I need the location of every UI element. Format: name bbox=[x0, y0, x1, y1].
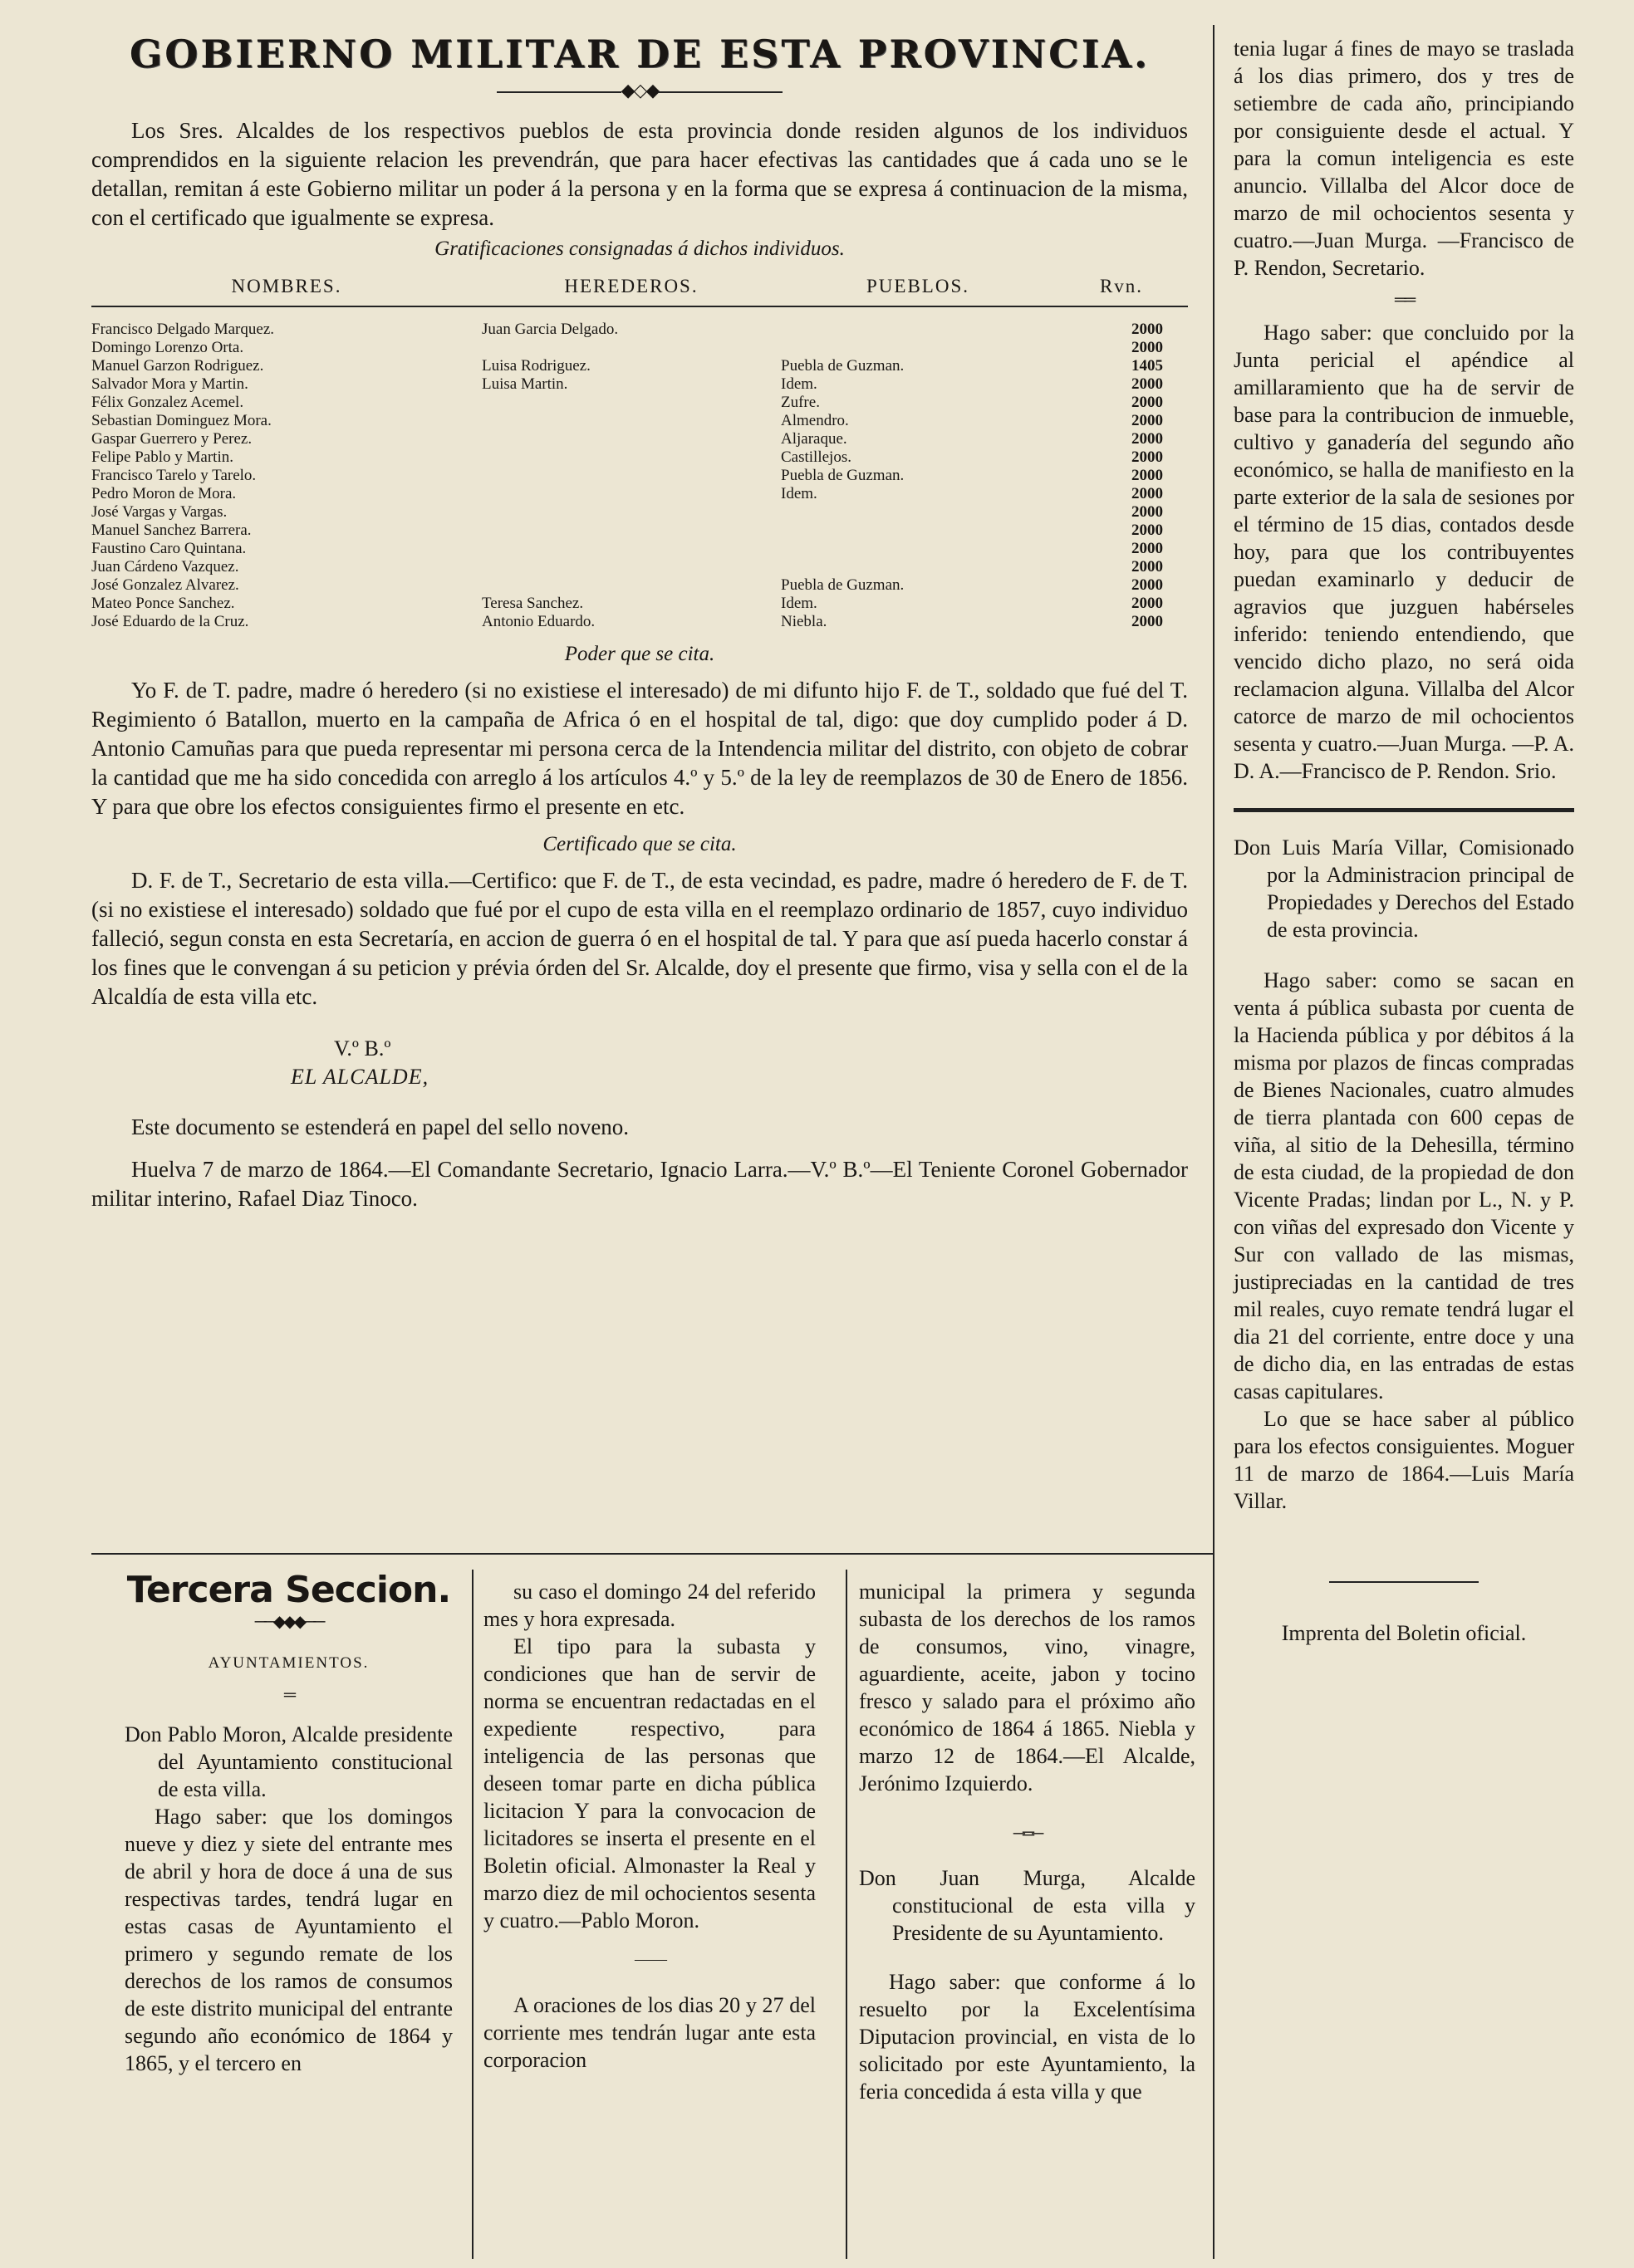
column-rule-right-lower bbox=[1213, 1553, 1214, 2259]
cell-pueblo bbox=[781, 503, 1055, 522]
cell-heredero bbox=[482, 522, 781, 540]
apendice-paragraph: Hago saber: que concluido por la Junta pericial el apéndice al amillaramiento que ha de servir de base para la contribucion de inmueble, cultivo y ganadería del segundo año económico, se halla de manifiesto en la parte exterior de la sala de sesiones por el término de 15 dias, contados desde hoy, para que los contribuyentes puedan examinarlo y deducir de agravios que juzguen habérseles inferido: teniendo entendiendo, que vencido dicho plazo, no será oida reclamacion alguna. Villalba del Alcor catorce de marzo de mil ochocientos sesenta y cuatro.—Juan Murga. —P. A. D. A.—Francisco de P. Rendon. Srio. bbox=[1234, 321, 1574, 783]
cell-heredero bbox=[482, 430, 781, 448]
cell-rvn: 2000 bbox=[1131, 375, 1163, 393]
cell-rvn: 2000 bbox=[1131, 503, 1163, 521]
table-row bbox=[91, 613, 1188, 631]
cell-pueblo: Castillejos. bbox=[781, 448, 851, 466]
certificado-paragraph: D. F. de T., Secretario de esta villa.—Certifico: que F. de T., de esta vecindad, es padre, madre ó heredero de F. de T. (si no existiese el interesado) soldado que fué por el cupo de esta villa en el reemplazo ordinario de 1857, cuyo individuo falleció, segun consta en esta Secretaría, en accion de guerra ó en el hospital de tal. Y para que así pueda hacerlo constar á los fines que le convengan á su peticion y prévia órden del Sr. Alcalde, doy el presente que firmo, visa y sella con el de la Alcaldía de esta villa etc. bbox=[91, 868, 1188, 1009]
cell-pueblo: Idem. bbox=[781, 595, 817, 612]
cell-pueblo: Puebla de Guzman. bbox=[781, 576, 905, 594]
section-title: GOBIERNO MILITAR DE ESTA PROVINCIA. bbox=[130, 32, 1150, 76]
cell-pueblo: Almendro. bbox=[781, 412, 849, 429]
table-row bbox=[91, 522, 1188, 540]
table-row bbox=[91, 558, 1188, 576]
cell-nombre: Juan Cárdeno Vazquez. bbox=[91, 558, 239, 576]
tercera-title: Tercera Seccion. bbox=[126, 1569, 451, 1611]
table-row bbox=[91, 467, 1188, 485]
table-row bbox=[91, 448, 1188, 467]
cell-nombre: Salvador Mora y Martin. bbox=[91, 375, 248, 393]
gratificaciones-table bbox=[91, 266, 1188, 631]
cell-pueblo: Idem. bbox=[781, 485, 817, 502]
el-alcalde: EL ALCALDE, bbox=[291, 1065, 429, 1089]
cell-heredero: Teresa Sanchez. bbox=[482, 595, 584, 612]
cell-nombre: Felipe Pablo y Martin. bbox=[91, 448, 233, 466]
cell-pueblo bbox=[781, 558, 1055, 576]
table-row bbox=[91, 394, 1188, 412]
col3-para-c: Hago saber: que conforme á lo resuelto por la Excelentísima Diputacion provincial, en vista de lo solicitado por este Ayuntamiento, la feria concedida á esta villa y que bbox=[859, 1970, 1195, 2104]
cell-pueblo: Puebla de Guzman. bbox=[781, 357, 905, 375]
visto-bueno-block bbox=[291, 1035, 1188, 1091]
cell-heredero bbox=[482, 540, 781, 558]
cell-heredero bbox=[482, 503, 781, 522]
table-row bbox=[91, 412, 1188, 430]
papel-note: Este documento se estenderá en papel del sello noveno. bbox=[131, 1114, 630, 1139]
cell-heredero: Juan Garcia Delgado. bbox=[482, 321, 619, 338]
ornament: ──◆◆◆── bbox=[254, 1613, 323, 1631]
col3-para-a: municipal la primera y segunda subasta de los derechos de los ramos de consumos, vino, vinagre, aguardiente, aceite, jabon y tocino fresco y salado para el próximo año económico de 1864 á 1865. Niebla y marzo 12 de 1864.—El Alcalde, Jerónimo Izquierdo. bbox=[859, 1580, 1195, 1795]
cell-nombre: Domingo Lorenzo Orta. bbox=[91, 339, 244, 356]
cell-heredero bbox=[482, 558, 781, 576]
cell-rvn: 2000 bbox=[1131, 540, 1163, 557]
cell-nombre: Mateo Ponce Sanchez. bbox=[91, 595, 235, 612]
cell-rvn: 2000 bbox=[1131, 595, 1163, 612]
gobierno-militar-section bbox=[91, 32, 1188, 1213]
hago-saber-1: Hago saber: que los domingos nueve y diez y siete del entrante mes de abril y hora de doce á una de sus respectivas tardes, tendrá lugar en estas casas de Ayuntamiento el primero y segundo remate de los derechos de los ramos de consumos de este distrito municipal del entrante segundo año económico de 1864 y 1865, y el tercero en bbox=[125, 1805, 453, 2075]
subasta-paragraph: Hago saber: como se sacan en venta á pública subasta por cuenta de la Hacienda pública y por débitos á la misma por plazos de fincas compradas de Bienes Nacionales, cuatro almudes de tierra plantada con 600 cepas de viña, al sitio de la Dehesilla, término de esta ciudad, de la propiedad de don Vicente Pradas; lindan por L., N. y P. con viñas del expresado don Vicente y Sur con vallado de las mismas, justipreciadas en la cantidad de tres mil reales, cuyo remate tendrá lugar el dia 21 del corriente, entre doce y una de dicho dia, en las entradas de estas casas capitulares. bbox=[1234, 968, 1574, 1403]
cell-rvn: 2000 bbox=[1131, 576, 1163, 594]
ayuntamientos-heading: AYUNTAMIENTOS. bbox=[208, 1654, 370, 1672]
column-rule-1 bbox=[472, 1570, 474, 2259]
cell-nombre: Francisco Tarelo y Tarelo. bbox=[91, 467, 257, 484]
cell-pueblo bbox=[781, 522, 1055, 540]
cell-nombre: Sebastian Dominguez Mora. bbox=[91, 412, 272, 429]
feria-continuation: tenia lugar á fines de mayo se traslada á los dias primero, dos y tres de setiembre de cada año, principiando por consiguiente desde el actual. Y para la comun inteligencia es este anuncio. Villalba del Alcor doce de marzo de mil ochocientos sesenta y cuatro.—Juan Murga. —Francisco de P. Rendon, Secretario. bbox=[1234, 37, 1574, 280]
don-pablo-heading: Don Pablo Moron, Alcalde presidente del Ayuntamiento constitucional de esta villa. bbox=[125, 1722, 453, 1801]
don-juan-heading: Don Juan Murga, Alcalde constitucional de esta villa y Presidente de su Ayuntamiento. bbox=[859, 1866, 1195, 1945]
moguer-paragraph: Lo que se hace saber al público para los efectos consiguientes. Moguer 11 de marzo de 1864.—Luis María Villar. bbox=[1234, 1407, 1574, 1513]
header-nombres: NOMBRES. bbox=[91, 266, 482, 306]
divider: ═ bbox=[283, 1686, 294, 1704]
cell-heredero bbox=[482, 576, 781, 595]
right-column bbox=[1234, 35, 1574, 1647]
cell-nombre: Gaspar Guerrero y Perez. bbox=[91, 430, 253, 448]
cell-rvn: 2000 bbox=[1131, 339, 1163, 356]
thick-rule bbox=[1234, 808, 1574, 812]
cell-nombre: Manuel Sanchez Barrera. bbox=[91, 522, 252, 539]
header-pueblos: PUEBLOS. bbox=[781, 266, 1055, 306]
cell-rvn: 2000 bbox=[1131, 448, 1163, 466]
cell-pueblo: Idem. bbox=[781, 375, 817, 393]
tercera-col-2 bbox=[483, 1578, 816, 2074]
table-row bbox=[91, 339, 1188, 357]
tercera-col-1 bbox=[125, 1569, 453, 2077]
intro-paragraph: Los Sres. Alcaldes de los respectivos pueblos de esta provincia donde residen algunos de los individuos comprendidos en la siguiente relacion les prevendrán, que para hacer efectivas las cantidades que á cada uno se le detallan, remitan á este Gobierno militar un poder á la persona y en la forma que se expresa á continuacion de la misma, con el certificado que igualmente se expresa. bbox=[91, 118, 1188, 230]
cell-rvn: 2000 bbox=[1131, 613, 1163, 630]
cell-heredero bbox=[482, 467, 781, 485]
section-separator bbox=[91, 1553, 1213, 1555]
cell-rvn: 2000 bbox=[1131, 485, 1163, 502]
table-body bbox=[91, 306, 1188, 631]
cell-pueblo: Zufre. bbox=[781, 394, 820, 411]
divider: ─═─ bbox=[1013, 1825, 1042, 1843]
cell-heredero bbox=[482, 339, 781, 357]
cell-nombre: José Eduardo de la Cruz. bbox=[91, 613, 249, 630]
table-row bbox=[91, 485, 1188, 503]
tercera-col-3 bbox=[859, 1578, 1195, 2105]
col2-para-a: su caso el domingo 24 del referido mes y hora expresada. bbox=[483, 1580, 816, 1631]
cell-rvn: 1405 bbox=[1131, 357, 1163, 375]
table-row bbox=[91, 430, 1188, 448]
table-row bbox=[91, 576, 1188, 595]
divider: ══ bbox=[1394, 291, 1414, 309]
cell-heredero bbox=[482, 412, 781, 430]
cell-nombre: Félix Gonzalez Acemel. bbox=[91, 394, 244, 411]
short-rule bbox=[1329, 1581, 1479, 1583]
column-rule-right bbox=[1213, 25, 1214, 1553]
cell-pueblo: Aljaraque. bbox=[781, 430, 847, 448]
col2-para-c: A oraciones de los dias 20 y 27 del corriente mes tendrán lugar ante esta corporacion bbox=[483, 1993, 816, 2072]
visto-bueno: V.º B.º bbox=[334, 1036, 391, 1061]
col2-para-b: El tipo para la subasta y condiciones que han de servir de norma se encuentran redactadas en el expediente respectivo, para inteligencia de las personas que deseen tomar parte en dicha pública licitacion Y para la convocacion de licitadores se inserta el presente en el Boletin oficial. Almonaster la Real y marzo diez de mil ochocientos sesenta y cuatro.—Pablo Moron. bbox=[483, 1634, 816, 1932]
imprenta-credit: Imprenta del Boletin oficial. bbox=[1281, 1621, 1527, 1645]
cell-heredero: Luisa Martin. bbox=[482, 375, 568, 393]
cell-heredero: Antonio Eduardo. bbox=[482, 613, 596, 630]
cell-nombre: Manuel Garzon Rodriguez. bbox=[91, 357, 264, 375]
cell-heredero bbox=[482, 394, 781, 412]
cell-pueblo bbox=[781, 540, 1055, 558]
cell-rvn: 2000 bbox=[1131, 558, 1163, 576]
table-row bbox=[91, 357, 1188, 375]
table-row bbox=[91, 321, 1188, 339]
certificado-title: Certificado que se cita. bbox=[542, 833, 737, 855]
cell-rvn: 2000 bbox=[1131, 321, 1163, 338]
cell-nombre: Francisco Delgado Marquez. bbox=[91, 321, 275, 338]
cell-pueblo bbox=[781, 339, 1055, 357]
header-herederos: HEREDEROS. bbox=[482, 266, 781, 306]
cell-rvn: 2000 bbox=[1131, 467, 1163, 484]
table-title: Gratificaciones consignadas á dichos individuos. bbox=[434, 238, 845, 260]
header-rvn: Rvn. bbox=[1055, 266, 1188, 306]
cell-nombre: José Gonzalez Alvarez. bbox=[91, 576, 239, 594]
table-row bbox=[91, 540, 1188, 558]
ornament-divider: ◆◇◆ bbox=[91, 80, 1188, 101]
cell-pueblo: Puebla de Guzman. bbox=[781, 467, 905, 484]
cell-rvn: 2000 bbox=[1131, 412, 1163, 429]
cell-pueblo: Niebla. bbox=[781, 613, 827, 630]
column-rule-2 bbox=[846, 1570, 847, 2259]
cell-nombre: José Vargas y Vargas. bbox=[91, 503, 228, 521]
cell-pueblo bbox=[781, 321, 1055, 339]
cell-heredero bbox=[482, 485, 781, 503]
table-row bbox=[91, 375, 1188, 394]
cell-rvn: 2000 bbox=[1131, 430, 1163, 448]
poder-paragraph: Yo F. de T. padre, madre ó heredero (si no existiese el interesado) de mi difunto hijo F. de T., soldado que fué del T. Regimiento ó Batallon, muerto en la campaña de Africa ó en el hospital de tal, digo: que doy cumplido poder á D. Antonio Camuñas para que pueda representar mi persona cerca de la Intendencia militar del distrito, con objeto de cobrar la cantidad que me ha sido concedida con arreglo á los artículos 4.º y 5.º de la ley de reemplazos de 30 de Enero de 1856. Y para que obre los efectos consiguientes firmo el presente en etc. bbox=[91, 678, 1188, 819]
table-row bbox=[91, 503, 1188, 522]
poder-title: Poder que se cita. bbox=[564, 643, 715, 665]
cell-heredero: Luisa Rodriguez. bbox=[482, 357, 591, 375]
firma-paragraph: Huelva 7 de marzo de 1864.—El Comandante Secretario, Ignacio Larra.—V.º B.º—El Teniente Coronel Gobernador militar interino, Rafael Diaz Tinoco. bbox=[91, 1157, 1188, 1211]
cell-nombre: Pedro Moron de Mora. bbox=[91, 485, 237, 502]
cell-nombre: Faustino Caro Quintana. bbox=[91, 540, 247, 557]
divider: — — bbox=[635, 1950, 665, 1968]
comisionado-heading: Don Luis María Villar, Comisionado por la Administracion principal de Propiedades y Derechos del Estado de esta provincia. bbox=[1234, 835, 1574, 942]
cell-rvn: 2000 bbox=[1131, 522, 1163, 539]
cell-heredero bbox=[482, 448, 781, 467]
table-row bbox=[91, 595, 1188, 613]
cell-rvn: 2000 bbox=[1131, 394, 1163, 411]
